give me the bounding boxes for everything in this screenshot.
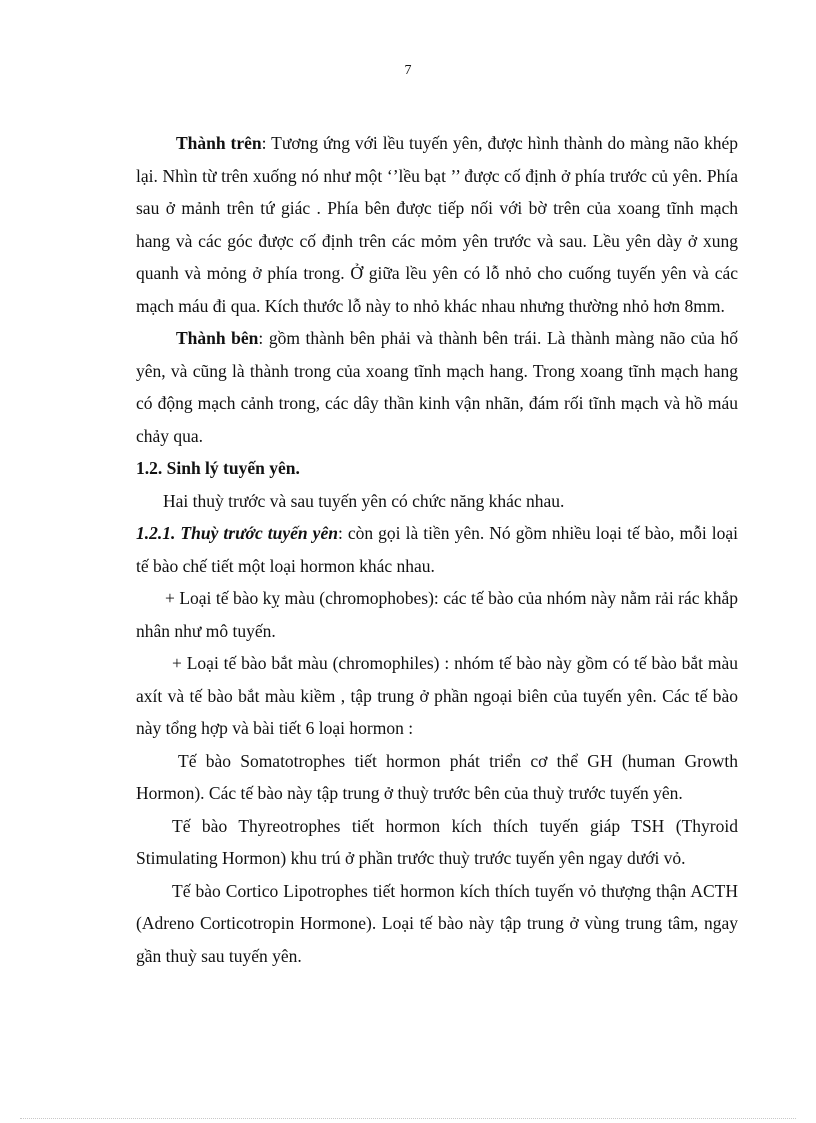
paragraph-thanh-ben [136, 322, 738, 452]
section-heading: 1.2. Sinh lý tuyến yên. [136, 458, 300, 478]
page-number: 7 [404, 63, 412, 78]
text-thanh-tren: : Tương ứng với lều tuyến yên, được hình thành do màng não khép lại. Nhìn từ trên xuống nó như một ‘’lều bạt ’’ được cố định ở phía trước củ yên. Phía sau ở mảnh trên tứ giác . Phía bên được tiếp nối với bờ trên của xoang tĩnh mạch hang và các góc được cố định trên các mỏm yên trước và sau. Lều yên dày ở xung quanh và mỏng ở phía trong. Ở giữa lều yên có lỗ nhỏ cho cuống tuyến yên và các mạch máu đi qua. Kích thước lỗ này to nhỏ khác nhau nhưng thường nhỏ hơn 8mm. [136, 133, 738, 316]
page-bottom-divider [20, 1118, 796, 1119]
paragraph-thanh-tren [136, 127, 738, 322]
text-thanh-ben: : gồm thành bên phải và thành bên trái. Là thành màng não của hố yên, và cũng là thành trong của xoang tĩnh mạch hang. Trong xoang tĩnh mạch hang có động mạch cảnh trong, các dây thần kinh vận nhãn, đám rối tĩnh mạch và hồ máu chảy qua. [136, 328, 738, 446]
paragraph-intro: Hai thuỳ trước và sau tuyến yên có chức năng khác nhau. [163, 490, 565, 511]
document-body [136, 127, 738, 972]
paragraph-thyreotrophes: Tế bào Thyreotrophes tiết hormon kích thích tuyến giáp TSH (Thyroid Stimulating Hormon) khu trú ở phần trước thuỳ trước tuyến yên ngay dưới vỏ. [136, 815, 738, 868]
paragraph-cortico-lipotrophes: Tế bào Cortico Lipotrophes tiết hormon kích thích tuyến vỏ thượng thận ACTH (Adreno Corticotropin Hormone). Loại tế bào này tập trung ở vùng trung tâm, ngay gần thuỳ sau tuyến yên. [136, 880, 738, 966]
paragraph-thuy-truoc [136, 517, 738, 582]
paragraph-somatotrophes: Tế bào Somatotrophes tiết hormon phát triển cơ thể GH (human Growth Hormon). Các tế bào này tập trung ở thuỳ trước bên của thuỳ trước tuyến yên. [136, 750, 738, 803]
subsection-heading: 1.2.1. Thuỳ trước tuyến yên [136, 523, 338, 543]
term-thanh-tren: Thành trên [176, 133, 262, 153]
term-thanh-ben: Thành bên [176, 328, 259, 348]
paragraph-chromophiles: + Loại tế bào bắt màu (chromophiles) : nhóm tế bào này gồm có tế bào bắt màu axít và tế bào bắt màu kiềm , tập trung ở phần ngoại biên của tuyến yên. Các tế bào này tổng hợp và bài tiết 6 loại hormon : [136, 653, 738, 738]
subsection-text: : còn gọi là tiền yên. Nó gồm nhiều loại tế bào, mỗi loại tế bào chế tiết một loại hormon khác nhau. [136, 523, 738, 576]
paragraph-chromophobes: + Loại tế bào kỵ màu (chromophobes): các tế bào của nhóm này nằm rải rác khắp nhân như mô tuyến. [136, 588, 738, 641]
